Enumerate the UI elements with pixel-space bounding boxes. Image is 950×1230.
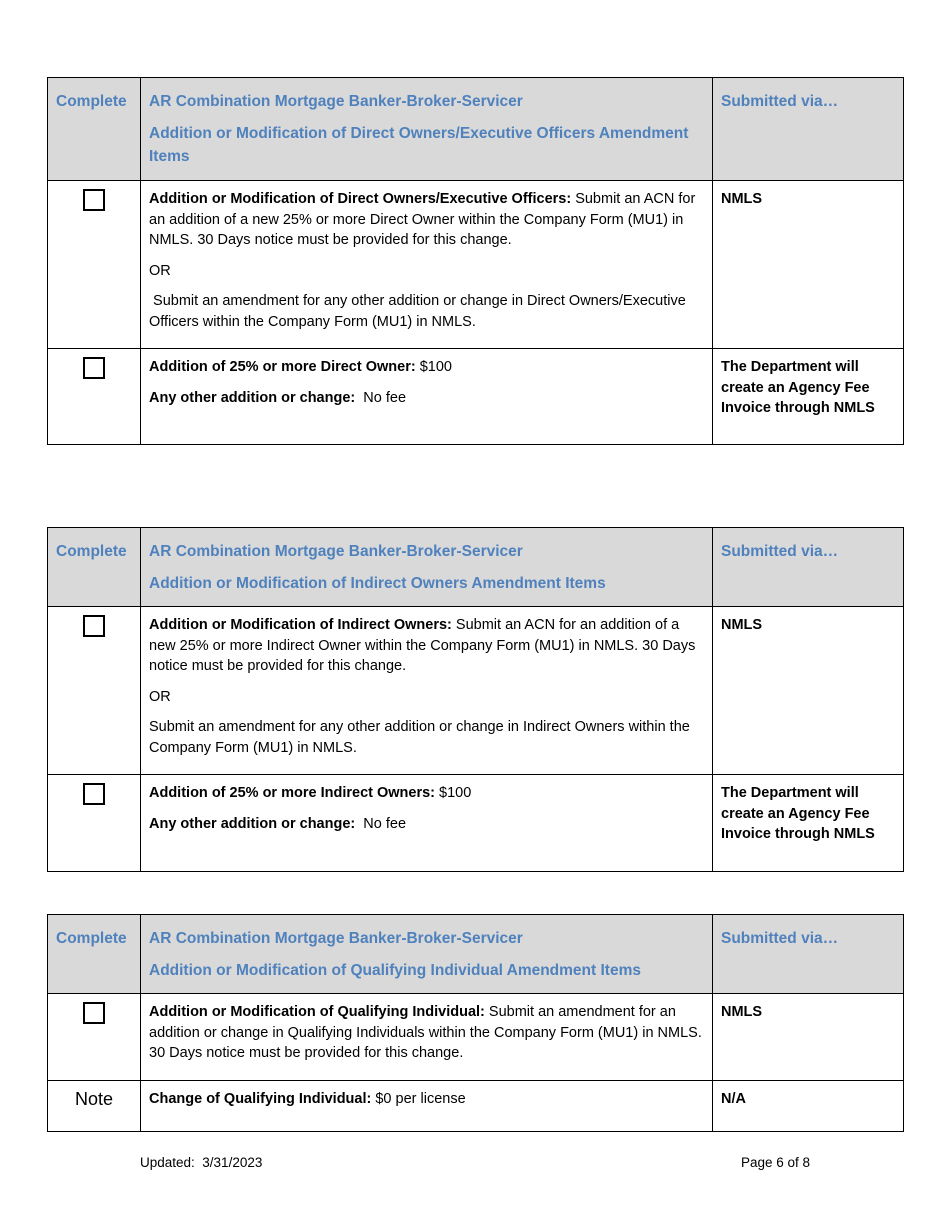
table-header-row bbox=[48, 915, 904, 994]
section-title-main: AR Combination Mortgage Banker-Broker-Servicer bbox=[149, 930, 523, 947]
table-row bbox=[48, 1081, 904, 1132]
complete-checkbox[interactable] bbox=[83, 783, 105, 805]
submitted-via-value: N/A bbox=[713, 1081, 904, 1132]
complete-header: Complete bbox=[48, 915, 141, 994]
note-label: Note bbox=[48, 1081, 141, 1132]
complete-header: Complete bbox=[48, 78, 141, 181]
complete-checkbox[interactable] bbox=[83, 357, 105, 379]
submitted-via-value: NMLS bbox=[713, 181, 904, 349]
checkbox-cell bbox=[48, 775, 141, 872]
table-row bbox=[48, 775, 904, 872]
footer-updated-date: Updated: 3/31/2023 bbox=[140, 1155, 263, 1170]
section-title bbox=[141, 915, 713, 994]
requirement-text: Addition or Modification of Qualifying Individual: Submit an amendment for an addition or change in Qualifying Individuals within the Company Form (MU1) in NMLS. 30 Days notice must be provided for this change. bbox=[141, 994, 713, 1081]
section-subtitle: Addition or Modification of Qualifying Individual Amendment Items bbox=[149, 962, 641, 979]
submitted-via-value: NMLS bbox=[713, 607, 904, 775]
requirement-text: Addition or Modification of Indirect Owners: Submit an ACN for an addition of a new 25% or more Indirect Owner within the Company Form (MU1) in NMLS. 30 Days notice must be provided for this change. OR Submit an amendment for any other addition or change in Indirect Owners within the Company Form (MU1) in NMLS. bbox=[141, 607, 713, 775]
direct-owners-table bbox=[47, 77, 904, 445]
requirement-text: Addition or Modification of Direct Owners/Executive Officers: Submit an ACN for an addition of a new 25% or more Direct Owner within the Company Form (MU1) in NMLS. 30 Days notice must be provided for this change. OR Submit an amendment for any other addition or change in Direct Owners/Executive Officers within the Company Form (MU1) in NMLS. bbox=[141, 181, 713, 349]
fee-text: Addition of 25% or more Direct Owner: $100 Any other addition or change: No fee bbox=[141, 349, 713, 445]
submitted-via-header: Submitted via… bbox=[713, 528, 904, 607]
section-subtitle: Addition or Modification of Indirect Owners Amendment Items bbox=[149, 575, 606, 592]
submitted-via-value: The Department will create an Agency Fee Invoice through NMLS bbox=[713, 775, 904, 872]
complete-checkbox[interactable] bbox=[83, 1002, 105, 1024]
qualifying-individual-table bbox=[47, 914, 904, 1132]
section-title-main: AR Combination Mortgage Banker-Broker-Servicer bbox=[149, 93, 523, 110]
section-title-main: AR Combination Mortgage Banker-Broker-Servicer bbox=[149, 543, 523, 560]
indirect-owners-table bbox=[47, 527, 904, 872]
table-row bbox=[48, 349, 904, 445]
footer-page-number: Page 6 of 8 bbox=[741, 1155, 811, 1170]
section-title bbox=[141, 78, 713, 181]
checkbox-cell bbox=[48, 607, 141, 775]
complete-checkbox[interactable] bbox=[83, 189, 105, 211]
section-subtitle: Addition or Modification of Direct Owners/Executive Officers Amendment Items bbox=[149, 125, 689, 165]
submitted-via-value: The Department will create an Agency Fee Invoice through NMLS bbox=[713, 349, 904, 445]
fee-text: Change of Qualifying Individual: $0 per license bbox=[141, 1081, 713, 1132]
table-row bbox=[48, 994, 904, 1081]
fee-text: Addition of 25% or more Indirect Owners: $100 Any other addition or change: No fee bbox=[141, 775, 713, 872]
table-row bbox=[48, 607, 904, 775]
complete-checkbox[interactable] bbox=[83, 615, 105, 637]
submitted-via-header: Submitted via… bbox=[713, 78, 904, 181]
submitted-via-value: NMLS bbox=[713, 994, 904, 1081]
submitted-via-header: Submitted via… bbox=[713, 915, 904, 994]
complete-header: Complete bbox=[48, 528, 141, 607]
checkbox-cell bbox=[48, 994, 141, 1081]
table-header-row bbox=[48, 528, 904, 607]
section-title bbox=[141, 528, 713, 607]
checkbox-cell bbox=[48, 349, 141, 445]
checkbox-cell bbox=[48, 181, 141, 349]
table-row bbox=[48, 181, 904, 349]
table-header-row bbox=[48, 78, 904, 181]
